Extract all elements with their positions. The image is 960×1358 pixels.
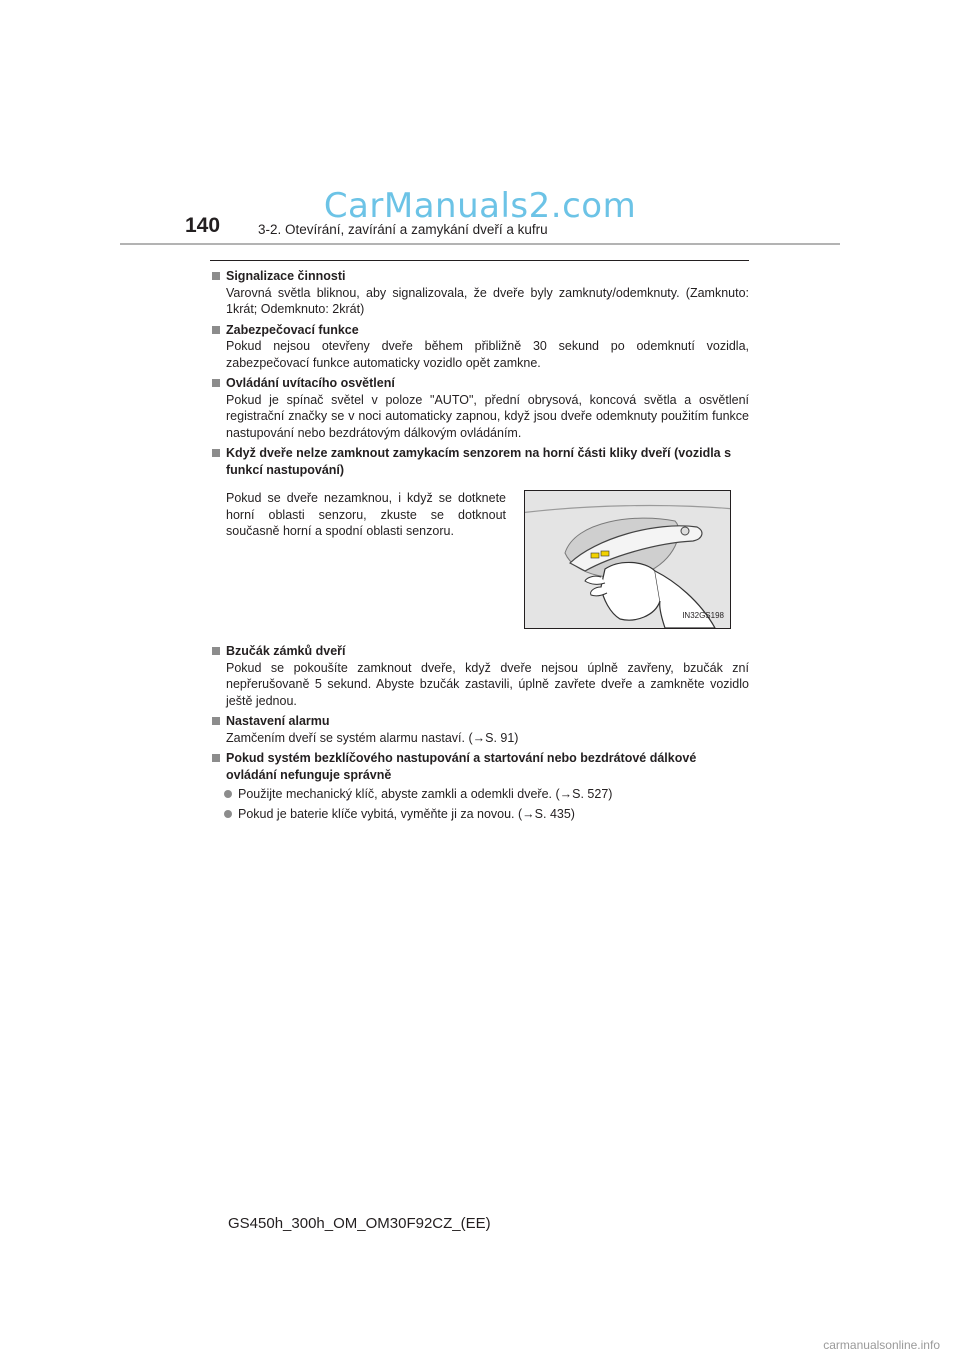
section-heading: Zabezpečovací funkce <box>226 322 359 337</box>
page-number: 140 <box>185 214 221 237</box>
section-heading: Ovládání uvítacího osvětlení <box>226 376 395 390</box>
list-item-text: Pokud je baterie klíče vybitá, vyměňte ji za novou. (→S. 435) <box>238 806 575 821</box>
section-heading: Signalizace činnosti <box>226 269 346 283</box>
section-text: Varovná světla bliknou, aby signalizovala, že dveře byly zamknuty/odemknuty. (Zamknuto: 1krát; Odemknuto: 2krát) <box>226 285 749 316</box>
header-divider <box>120 243 840 245</box>
section-lock-sensor <box>210 445 749 629</box>
section-text: Pokud se pokoušíte zamknout dveře, když dveře nejsou úplně zavřeny, bzučák zní nepřerušovaně 5 sekund. Abyste bzučák zastavili, úplně zavřete dveře a zamkněte vozidlo ještě jednou. <box>226 660 749 708</box>
figure-code: IN32GS198 <box>682 610 724 620</box>
list-item-text: Použijte mechanický klíč, abyste zamkli a odemkli dveře. (→S. 527) <box>238 787 613 801</box>
list-item <box>210 786 749 803</box>
round-bullet-icon <box>224 790 232 798</box>
section-heading: Nastavení alarmu <box>226 714 330 728</box>
door-handle-figure <box>524 490 731 629</box>
square-bullet-icon <box>212 717 220 725</box>
document-code: GS450h_300h_OM_OM30F92CZ_(EE) <box>228 1215 491 1232</box>
section-heading: Když dveře nelze zamknout zamykacím senzorem na horní části kliky dveří (vozidla s funkcí nastupování) <box>226 446 732 477</box>
section-text: Pokud se dveře nezamknou, i když se dotknete horní oblasti senzoru, zkuste se dotknout současně horní a spodní oblasti senzoru. <box>226 491 506 538</box>
content-area <box>210 268 749 826</box>
section-heading: Bzučák zámků dveří <box>226 644 346 658</box>
section-heading: Pokud systém bezklíčového nastupování a startování nebo bezdrátové dálkové ovládání nefunguje správně <box>226 751 697 782</box>
list-item <box>210 806 749 823</box>
square-bullet-icon <box>212 647 220 655</box>
section-welcome-light <box>210 375 749 441</box>
section-text: Pokud je spínač světel v poloze "AUTO", přední obrysová, koncová světla a osvětlení registrační značky se v noci automaticky zapnou, když jsou dveře odemknuty použitím funkce nastupování nebo bezdrátovým dálkovým ovládáním. <box>226 392 749 440</box>
square-bullet-icon <box>212 449 220 457</box>
section-security <box>210 322 749 372</box>
section-keyless-failure <box>210 750 749 822</box>
watermark-logo: CarManuals2.com <box>323 186 637 226</box>
section-text: Pokud nejsou otevřeny dveře během přibližně 30 sekund po odemknutí vozidla, zabezpečovací funkce automaticky vozidlo opět zamkne. <box>226 339 749 370</box>
content-divider <box>210 260 749 261</box>
section-text: Zamčením dveří se systém alarmu nastaví. (→S. 91) <box>226 730 519 745</box>
watermark-url: carmanualsonline.info <box>823 1338 940 1352</box>
square-bullet-icon <box>212 326 220 334</box>
section-alarm <box>210 713 749 746</box>
section-title: 3-2. Otevírání, zavírání a zamykání dveří a kufru <box>258 222 548 237</box>
section-buzzer <box>210 643 749 709</box>
square-bullet-icon <box>212 272 220 280</box>
square-bullet-icon <box>212 754 220 762</box>
round-bullet-icon <box>224 810 232 818</box>
square-bullet-icon <box>212 379 220 387</box>
section-signalization <box>210 268 749 318</box>
